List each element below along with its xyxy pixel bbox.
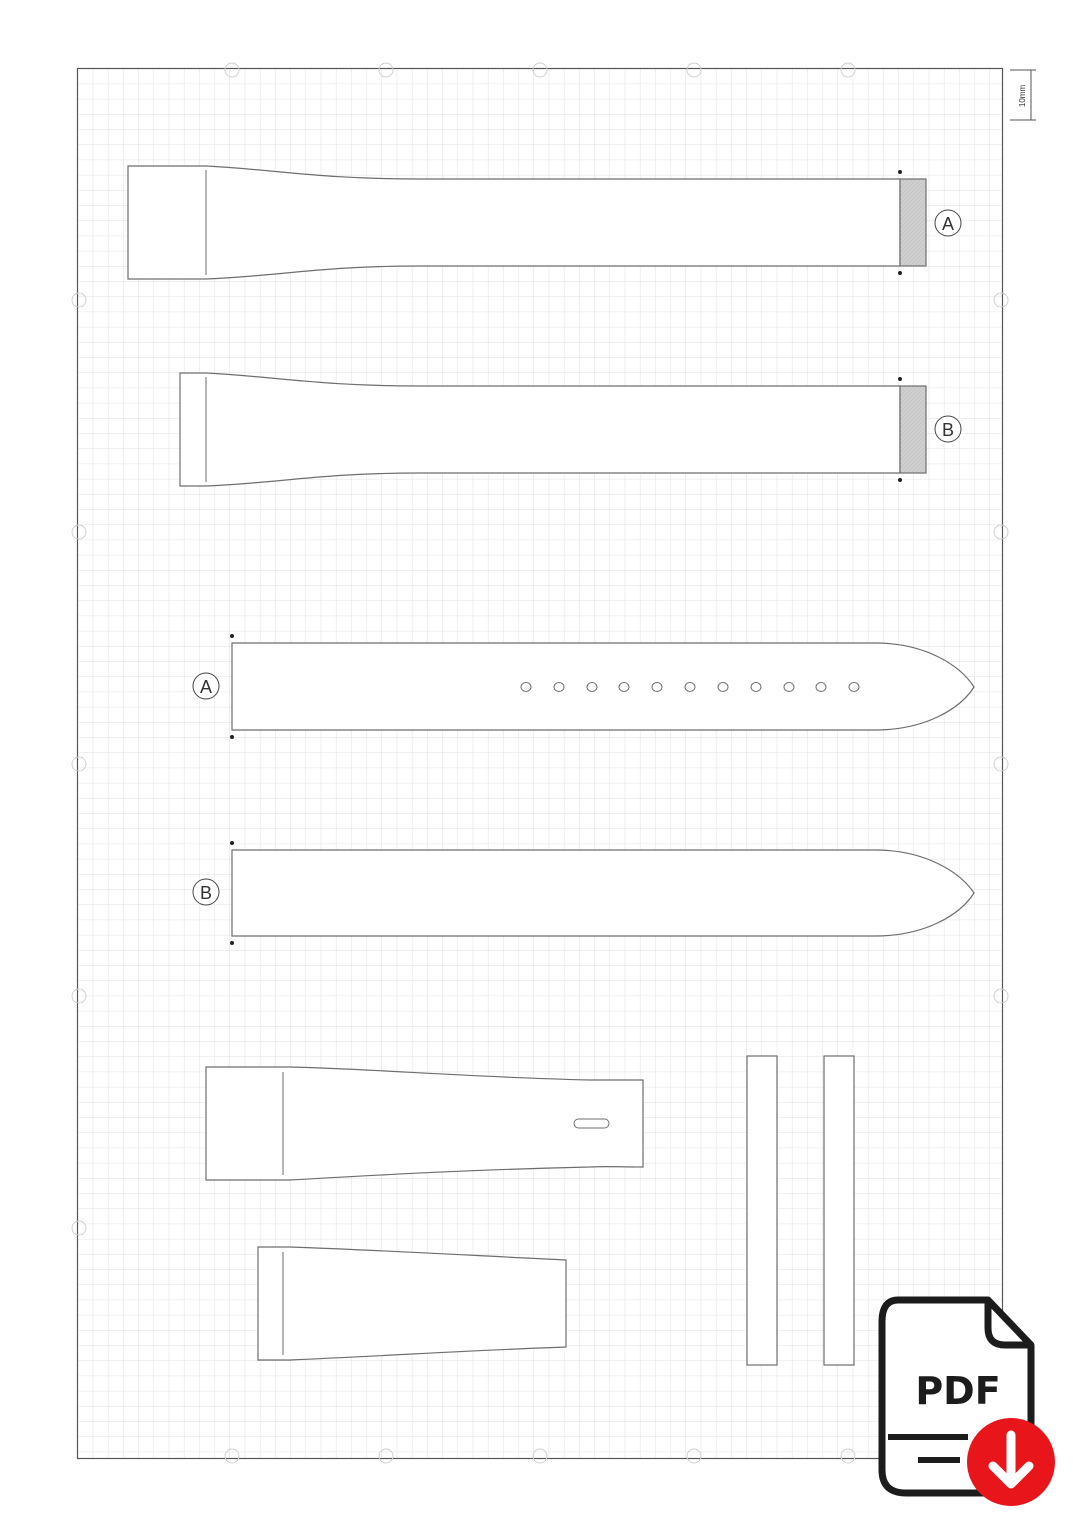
scale-label: 10mm xyxy=(1018,84,1027,108)
strap-hole xyxy=(587,683,597,692)
lining-piece xyxy=(258,1247,566,1360)
buckle-slot xyxy=(574,1119,609,1128)
strap-hole xyxy=(685,683,695,692)
marker-b-top-label: B xyxy=(941,420,955,440)
pdf-download-badge[interactable] xyxy=(882,1300,1055,1506)
pdf-badge-text: PDF xyxy=(915,1369,1001,1413)
strap-hole xyxy=(816,683,826,692)
strap-hole xyxy=(619,683,629,692)
marker-a-top xyxy=(935,210,961,236)
strap-hole xyxy=(784,683,794,692)
strap-hole xyxy=(554,683,564,692)
strap-b-lug-piece xyxy=(180,373,926,486)
marker-a-long xyxy=(193,673,219,699)
marker-b-long xyxy=(193,879,219,905)
strap-b-tab xyxy=(900,386,926,473)
strap-a-long-piece xyxy=(230,634,974,739)
strap-b-long-piece xyxy=(230,841,974,945)
scale-indicator xyxy=(1010,70,1036,120)
strap-a-tab xyxy=(900,179,926,266)
strap-a-lug-piece xyxy=(128,166,926,279)
strap-hole xyxy=(652,683,662,692)
marker-a-top-label: A xyxy=(941,214,955,234)
marker-b-long-label: B xyxy=(199,883,213,903)
buckle-end-piece xyxy=(206,1067,643,1180)
keeper-loop xyxy=(824,1056,854,1365)
strap-hole xyxy=(718,683,728,692)
strap-hole xyxy=(751,683,761,692)
keeper-loop xyxy=(747,1056,777,1365)
marker-a-long-label: A xyxy=(199,677,213,697)
strap-hole xyxy=(521,683,531,692)
strap-hole xyxy=(849,683,859,692)
marker-b-top xyxy=(935,416,961,442)
